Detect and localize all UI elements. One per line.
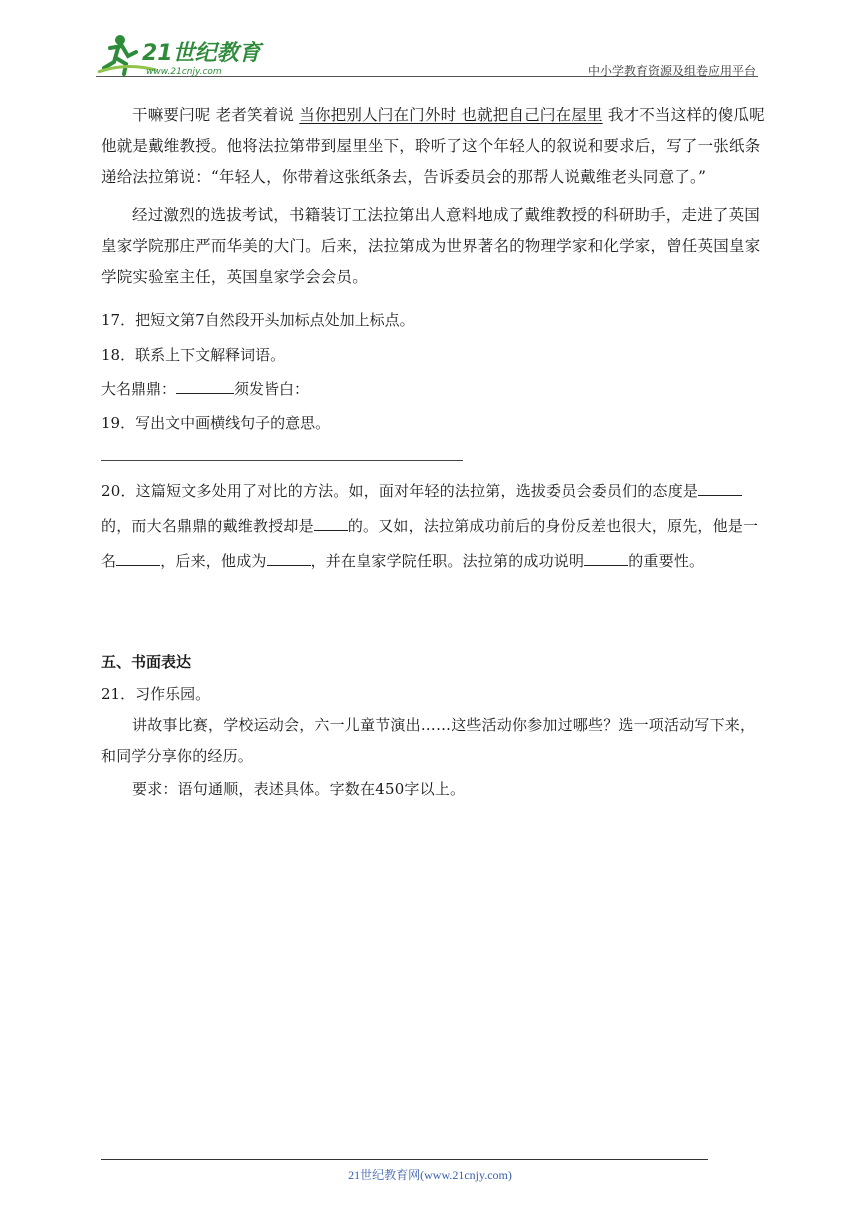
question-19: 19．写出文中画横线句子的意思。 (101, 414, 331, 432)
section-title: 五、书面表达 (101, 653, 192, 671)
answer-blank[interactable] (584, 551, 628, 566)
answer-blank[interactable] (698, 481, 742, 496)
runner-logo-icon (96, 32, 266, 76)
site-logo[interactable] (96, 32, 266, 76)
question-text: 20．这篇短文多处用了对比的方法。如，面对年轻的法拉第，选拔委员会委员们的态度是 (101, 482, 699, 500)
passage-paragraph-6 (101, 100, 765, 193)
answer-blank[interactable] (176, 379, 234, 394)
footer-divider (101, 1159, 708, 1160)
answer-blank[interactable] (267, 551, 311, 566)
question-text: 的重要性。 (628, 552, 705, 570)
page-header (96, 28, 758, 78)
question-18: 18．联系上下文解释词语。 (101, 346, 286, 364)
question-text: 的，而大名鼎鼎的戴维教授却是 (101, 517, 314, 535)
footer-link[interactable]: 21世纪教育网(www.21cnjy.com) (348, 1168, 512, 1182)
logo-url: www.21cnjy.com (146, 67, 222, 76)
passage-text: 干嘛要闩呢 老者笑着说 (132, 106, 300, 124)
question-21: 21．习作乐园。 (101, 685, 211, 703)
answer-blank[interactable] (116, 551, 160, 566)
term-label: 大名鼎鼎： (101, 380, 177, 398)
writing-requirement: 要求：语句通顺，表述具体。字数在450字以上。 (132, 780, 466, 798)
question-text: 的。又如，法拉第成功前后的身份反差也很大，原先，他是一名 (101, 517, 759, 570)
passage-paragraph-7: 经过激烈的选拔考试，书籍装订工法拉第出人意料地成了戴维教授的科研助手，走进了英国皇家学院那庄严而华美的大门。后来，法拉第成为世界著名的物理学家和化学家，曾任英国皇家学院实验室主任，英国皇家学会会员。 (101, 206, 761, 286)
writing-prompt: 讲故事比赛，学校运动会，六一儿童节演出……这些活动你参加过哪些？选一项活动写下来，和同学分享你的经历。 (101, 716, 756, 765)
question-text: ，后来，他成为 (160, 552, 267, 570)
answer-blank[interactable] (314, 516, 348, 531)
answer-line[interactable] (101, 460, 463, 461)
platform-name: 中小学教育资源及组卷应用平台 (587, 64, 756, 78)
logo-title: 21世纪教育 (142, 41, 261, 66)
question-text: ，并在皇家学院任职。法拉第的成功说明 (310, 552, 585, 570)
question-18-terms (101, 378, 309, 399)
header-divider (96, 76, 758, 77)
term-label: 须发皆白： (234, 380, 310, 398)
question-20 (101, 474, 765, 579)
underlined-sentence: 当你把别人闩在门外时 也就把自己闩在屋里 (299, 106, 603, 124)
passage-text: 我才不当这样的傻瓜呢 他就是戴维教授。他将法拉第带到屋里坐下，聆听了这个年轻人的叙说和要求后，写了一张纸条递给法拉第说：“年轻人，你带着这张纸条去，告诉委员会的那帮人说戴维老头同意了。” (101, 106, 765, 186)
question-17: 17．把短文第7自然段开头加标点处加上标点。 (101, 311, 415, 329)
